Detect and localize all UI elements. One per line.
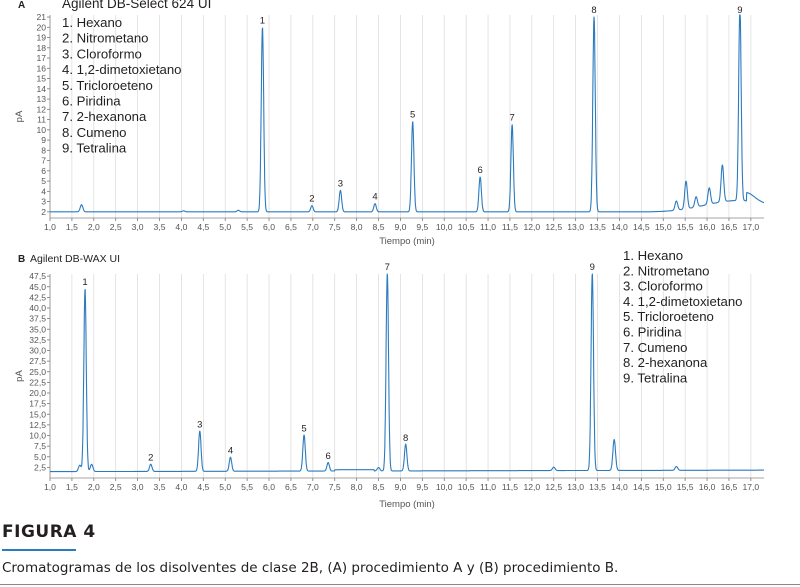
x-tick-label: 8,5 <box>372 482 385 492</box>
y-tick-label: 2 <box>41 206 46 217</box>
y-tick-label: 13 <box>36 94 46 105</box>
peak-label: 7 <box>509 112 515 124</box>
x-tick-label: 2,0 <box>87 222 100 232</box>
x-tick-label: 7,5 <box>328 222 341 232</box>
x-tick-label: 13,0 <box>567 222 585 232</box>
legend-entry: 2. Nitrometano <box>62 30 149 46</box>
legend-entry: 5. Tricloroeteno <box>62 77 153 93</box>
x-tick-label: 5,0 <box>219 222 232 232</box>
legend-entry: 8. 2-hexanona <box>623 355 708 371</box>
y-tick-label: 17 <box>36 53 46 64</box>
x-tick-label: 5,0 <box>219 482 232 492</box>
x-tick-label: 1,5 <box>65 482 78 492</box>
panel-title: Agilent DB-WAX UI <box>30 253 121 265</box>
peak-label: 2 <box>148 452 154 464</box>
x-tick-label: 10,0 <box>435 482 453 492</box>
x-tick-label: 11,5 <box>501 222 518 232</box>
y-tick-label: 16 <box>36 63 46 74</box>
x-tick-label: 8,5 <box>372 222 385 232</box>
x-tick-label: 12,5 <box>545 482 563 492</box>
x-tick-label: 17,0 <box>742 482 760 492</box>
y-tick-label: 37,5 <box>29 313 46 324</box>
peak-label: 7 <box>384 262 390 273</box>
y-tick-label: 19 <box>36 32 46 43</box>
legend-entry: 8. Cumeno <box>62 124 127 140</box>
x-tick-label: 14,5 <box>632 482 650 492</box>
chart-panel-a <box>14 0 764 247</box>
y-tick-label: 20 <box>36 22 46 33</box>
x-tick-label: 2,0 <box>87 482 100 492</box>
x-tick-label: 1,5 <box>65 222 78 232</box>
peak-label: 3 <box>337 178 344 190</box>
x-tick-label: 14,0 <box>611 482 628 492</box>
x-tick-label: 3,5 <box>153 482 166 492</box>
peak-label: 2 <box>309 193 315 205</box>
x-tick-label: 11,0 <box>479 222 497 232</box>
x-tick-label: 8,0 <box>350 222 363 232</box>
legend-entry: 9. Tetralina <box>62 140 127 156</box>
y-tick-label: 40,0 <box>29 303 46 313</box>
x-tick-label: 13,5 <box>589 482 606 492</box>
y-tick-label: 4 <box>41 186 46 197</box>
x-tick-label: 6,5 <box>284 222 297 232</box>
x-tick-label: 5,5 <box>241 222 254 232</box>
y-tick-label: 12,5 <box>29 419 46 430</box>
x-tick-label: 13,5 <box>589 222 606 232</box>
x-tick-label: 11,5 <box>501 482 518 492</box>
peak-label: 5 <box>410 109 416 121</box>
x-tick-label: 4,0 <box>175 482 188 492</box>
y-tick-label: 12 <box>36 104 46 115</box>
x-tick-label: 13,0 <box>567 482 585 492</box>
x-tick-label: 12,5 <box>545 222 563 232</box>
y-tick-label: 9 <box>41 135 46 146</box>
x-tick-label: 7,0 <box>306 222 319 232</box>
panel-letter: A <box>18 0 26 11</box>
figure-label-rule <box>2 549 76 551</box>
legend-entry: 7. 2-hexanona <box>62 109 147 125</box>
x-tick-label: 6,0 <box>263 482 275 492</box>
y-tick-label: 11 <box>37 114 46 125</box>
y-tick-label: 35,0 <box>29 324 46 335</box>
y-tick-label: 5 <box>41 176 46 187</box>
panel-title: Agilent DB-Select 624 UI <box>62 0 212 11</box>
peak-label: 5 <box>301 423 307 435</box>
x-tick-label: 6,0 <box>263 222 275 232</box>
y-tick-label: 10,0 <box>29 430 46 441</box>
y-tick-label: 27,5 <box>29 356 46 367</box>
y-tick-label: 14 <box>36 83 46 94</box>
y-tick-label: 2,5 <box>34 462 46 473</box>
x-tick-label: 10,0 <box>435 222 453 232</box>
y-tick-label: 15,0 <box>29 409 46 420</box>
x-tick-label: 3,0 <box>131 482 144 492</box>
peak-label: 1 <box>259 15 266 27</box>
legend-entry: 7. Cumeno <box>623 339 688 355</box>
y-tick-label: 10 <box>36 124 46 135</box>
chart-panel-b <box>14 248 764 510</box>
y-tick-label: 47,5 <box>29 271 46 282</box>
peak-label: 4 <box>227 445 234 457</box>
y-tick-label: 25,0 <box>29 366 46 377</box>
y-tick-label: 5,0 <box>34 451 46 462</box>
legend-entry: 1. Hexano <box>62 15 123 30</box>
y-tick-label: 7,5 <box>34 441 46 452</box>
legend-entry: 2. Nitrometano <box>623 263 710 279</box>
legend-entry: 5. Tricloroeteno <box>623 309 714 325</box>
y-tick-label: 42,5 <box>29 292 46 303</box>
peak-label: 4 <box>372 191 378 203</box>
bottom-divider <box>0 584 800 585</box>
y-tick-label: 8 <box>41 145 46 156</box>
x-tick-label: 5,5 <box>241 482 254 492</box>
y-tick-label: 18 <box>36 42 46 53</box>
peak-label: 9 <box>737 5 743 17</box>
x-tick-label: 9,0 <box>394 482 407 492</box>
y-tick-label: 3 <box>41 196 46 207</box>
x-tick-label: 2,5 <box>109 482 122 492</box>
x-tick-label: 6,5 <box>284 482 297 492</box>
figure-caption: Cromatogramas de los disolventes de clase 2B, (A) procedimiento A y (B) procedimiento B. <box>2 560 619 576</box>
peak-label: 8 <box>591 5 597 17</box>
legend-entry: 1. Hexano <box>623 248 684 263</box>
figure-label: FIGURA 4 <box>2 522 96 542</box>
x-tick-label: 9,0 <box>394 222 407 232</box>
peak-label: 6 <box>325 451 331 463</box>
x-tick-label: 3,0 <box>131 222 144 232</box>
x-tick-label: 12,0 <box>523 222 541 232</box>
peak-label: 1 <box>82 276 88 288</box>
x-tick-label: 16,5 <box>720 482 738 492</box>
chromatogram-trace <box>50 15 764 212</box>
x-tick-label: 4,5 <box>197 482 210 492</box>
legend-entry: 4. 1,2-dimetoxietano <box>623 293 743 309</box>
x-tick-label: 14,0 <box>611 222 628 232</box>
legend-entry: 9. Tetralina <box>623 370 688 386</box>
peak-label: 3 <box>197 419 203 431</box>
x-tick-label: 1,0 <box>44 482 56 492</box>
legend-entry: 4. 1,2-dimetoxietano <box>62 62 182 78</box>
y-tick-label: 15 <box>36 73 46 84</box>
x-tick-label: 16,0 <box>698 482 716 492</box>
x-tick-label: 10,5 <box>457 482 475 492</box>
x-tick-label: 2,5 <box>109 222 122 232</box>
y-tick-label: 22,5 <box>29 377 46 388</box>
x-tick-label: 7,5 <box>328 482 341 492</box>
x-axis-label: Tiempo (min) <box>379 499 435 510</box>
y-tick-label: 7 <box>41 155 46 166</box>
x-tick-label: 15,5 <box>676 482 694 492</box>
legend-entry: 6. Piridina <box>623 324 682 340</box>
x-tick-label: 16,0 <box>698 222 716 232</box>
x-tick-label: 3,5 <box>153 222 166 232</box>
y-axis-label: pA <box>14 370 25 382</box>
y-tick-label: 32,5 <box>29 334 46 345</box>
peak-label: 6 <box>477 164 483 176</box>
y-tick-label: 17,5 <box>29 398 46 409</box>
legend-entry: 6. Piridina <box>62 93 121 109</box>
x-tick-label: 14,5 <box>632 222 650 232</box>
y-tick-label: 45,0 <box>29 281 46 292</box>
x-tick-label: 4,5 <box>197 222 210 232</box>
x-tick-label: 4,0 <box>175 222 188 232</box>
peak-label: 9 <box>589 262 595 273</box>
y-tick-label: 21 <box>36 12 46 23</box>
y-axis-label: pA <box>14 110 25 123</box>
y-tick-label: 6 <box>41 165 46 176</box>
x-tick-label: 11,0 <box>479 482 497 492</box>
x-tick-label: 15,0 <box>654 222 672 232</box>
y-tick-label: 20,0 <box>29 388 46 398</box>
x-tick-label: 8,0 <box>350 482 363 492</box>
x-axis-label: Tiempo (min) <box>379 236 435 247</box>
x-tick-label: 9,5 <box>416 222 429 232</box>
x-tick-label: 1,0 <box>44 222 56 232</box>
x-tick-label: 15,0 <box>654 482 672 492</box>
legend-entry: 3. Cloroformo <box>623 278 703 294</box>
x-tick-label: 16,5 <box>720 222 738 232</box>
peak-label: 8 <box>403 432 409 444</box>
legend-entry: 3. Cloroformo <box>62 46 142 62</box>
x-tick-label: 10,5 <box>457 222 475 232</box>
x-tick-label: 15,5 <box>676 222 694 232</box>
x-tick-label: 9,5 <box>416 482 429 492</box>
x-tick-label: 7,0 <box>306 482 319 492</box>
x-tick-label: 17,0 <box>742 222 760 232</box>
x-tick-label: 12,0 <box>523 482 541 492</box>
panel-letter: B <box>18 254 26 265</box>
y-tick-label: 30,0 <box>29 345 46 356</box>
